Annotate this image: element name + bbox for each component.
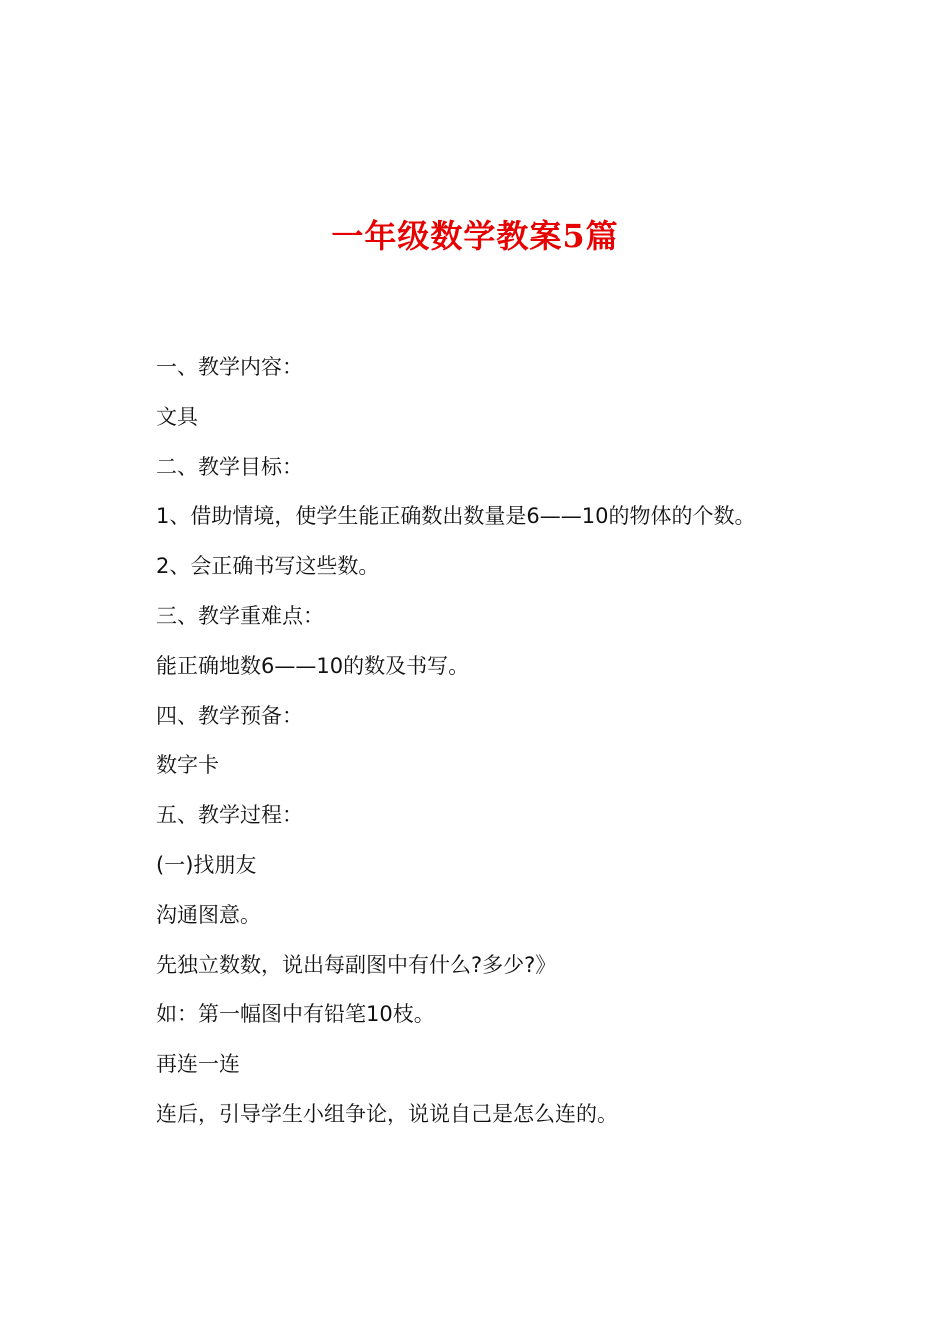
paragraph-line: 2、会正确书写这些数。: [156, 554, 380, 579]
paragraph-line: 数字卡: [156, 753, 219, 778]
paragraph-line: 连后，引导学生小组争论，说说自己是怎么连的。: [156, 1101, 618, 1126]
paragraph-line: 先独立数数，说出每副图中有什么?多少?》: [156, 952, 557, 977]
paragraph-line: 再连一连: [156, 1052, 240, 1077]
paragraph-line: 如：第一幅图中有铅笔10枝。: [156, 1002, 435, 1027]
paragraph-line: (一)找朋友: [156, 852, 257, 877]
document-body: [156, 343, 876, 1140]
section-heading-goals: 二、教学目标：: [156, 454, 303, 479]
document-title: 一年级数学教案5篇: [331, 217, 619, 255]
paragraph-line: 能正确地数6——10的数及书写。: [156, 653, 470, 678]
paragraph-line: 文具: [156, 404, 198, 429]
section-heading-key-points: 三、教学重难点：: [156, 603, 324, 628]
section-heading-process: 五、教学过程：: [156, 803, 303, 828]
paragraph-line: 1、借助情境，使学生能正确数出数量是6——10的物体的个数。: [156, 504, 756, 529]
section-heading-content: 一、教学内容：: [156, 355, 303, 379]
section-heading-preparation: 四、教学预备：: [156, 703, 303, 728]
paragraph-line: 沟通图意。: [156, 902, 261, 927]
